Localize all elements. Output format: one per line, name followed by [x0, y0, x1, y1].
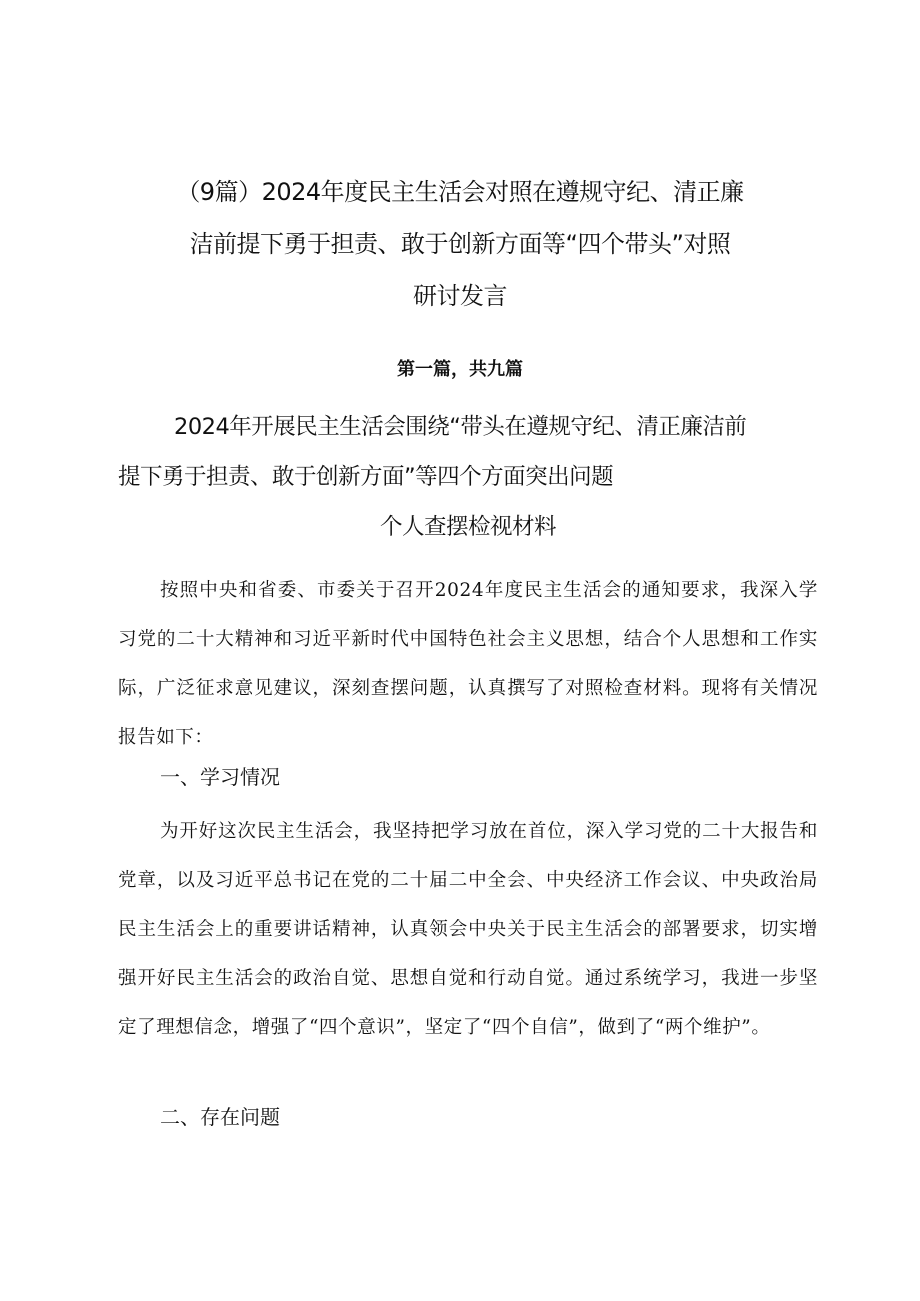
article-subtitle-line-2: 提下勇于担责、敢于创新方面”等四个方面突出问题 — [118, 464, 614, 490]
section-heading-problems: 二、存在问题 — [160, 1105, 280, 1129]
document-title-line-1: （9篇）2024年度民主生活会对照在遵规守纪、清正廉 — [176, 178, 744, 206]
article-subtitle — [118, 402, 828, 552]
article-subtitle-line-1: 2024年开展民主生活会围绕“带头在遵规守纪、清正廉洁前 — [174, 414, 747, 440]
document-title — [100, 166, 820, 322]
part-label: 第一篇，共九篇 — [397, 359, 523, 380]
document-title-line-3: 研讨发言 — [413, 282, 507, 310]
study-paragraph: 为开好这次民主生活会，我坚持把学习放在首位，深入学习党的二十大报告和党章，以及习近平总书记在党的二十届二中全会、中央经济工作会议、中央政治局民主生活会上的重要讲话精神，认真领会中央关于民主生活会的部署要求，切实增强开好民主生活会的政治自觉、思想自觉和行动自觉。通过系统学习，我进一步坚定了理想信念，增强了“四个意识”，坚定了“四个自信”，做到了“两个维护”。 — [118, 821, 818, 1038]
document-title-line-2: 洁前提下勇于担责、敢于创新方面等“四个带头”对照 — [189, 230, 731, 258]
intro-paragraph: 按照中央和省委、市委关于召开2024年度民主生活会的通知要求，我深入学习党的二十大精神和习近平新时代中国特色社会主义思想，结合个人思想和工作实际，广泛征求意见建议，深刻查摆问题，认真撰写了对照检查材料。现将有关情况报告如下： — [118, 580, 818, 748]
section-heading-study: 一、学习情况 — [160, 765, 280, 789]
article-subtitle-line-3: 个人查摆检视材料 — [379, 514, 556, 540]
